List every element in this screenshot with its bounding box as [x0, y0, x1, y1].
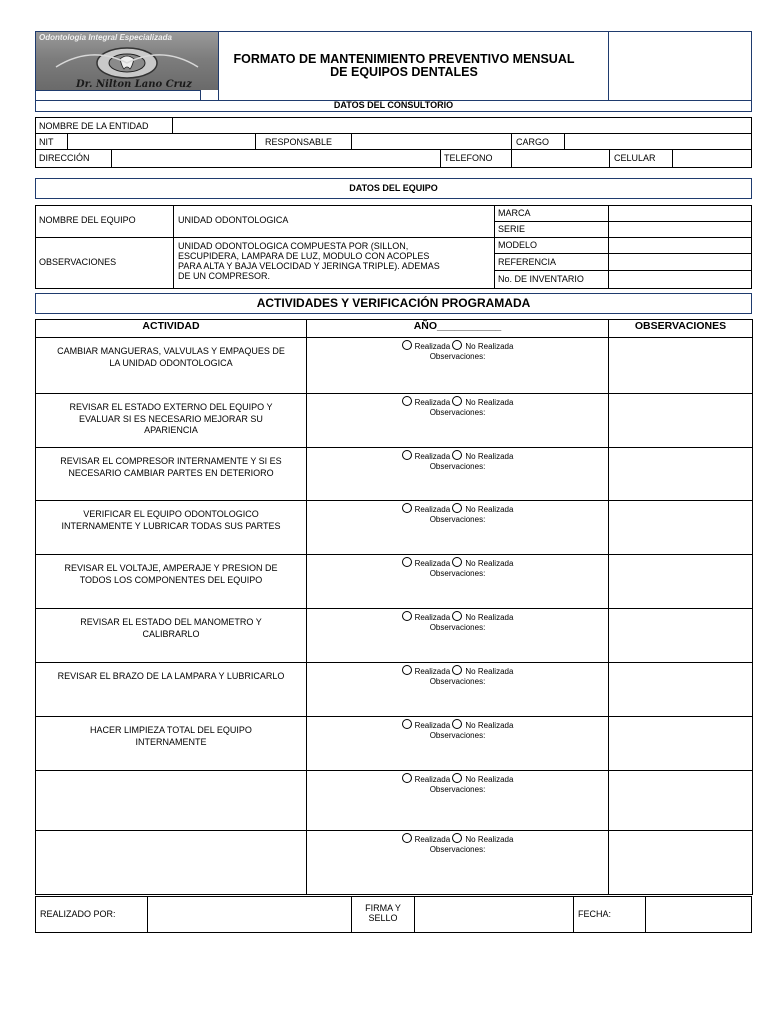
observaciones-sublabel: Observaciones:	[429, 623, 486, 632]
activity-description	[36, 501, 306, 532]
referencia-label: REFERENCIA	[498, 257, 557, 267]
col-anio-header: AÑO___________	[307, 320, 609, 338]
form-title-line1: FORMATO DE MANTENIMIENTO PREVENTIVO MENSUAL	[233, 52, 575, 66]
radio-circle-icon[interactable]	[452, 557, 462, 567]
direccion-label: DIRECCIÓN	[39, 153, 90, 163]
realizada-option[interactable]: Realizada	[402, 452, 451, 461]
realizada-option[interactable]: Realizada	[402, 721, 451, 730]
observation-field[interactable]	[609, 448, 753, 501]
activity-cell	[36, 831, 307, 895]
realizada-option[interactable]: Realizada	[402, 559, 451, 568]
serie-label: SERIE	[498, 224, 526, 234]
activity-description	[36, 394, 306, 437]
activity-text-line: REVISAR EL COMPRESOR INTERNAMENTE Y SI ES	[60, 456, 282, 466]
radio-circle-icon[interactable]	[402, 396, 412, 406]
observation-field[interactable]	[609, 663, 753, 717]
status-cell	[307, 555, 609, 609]
nit-field[interactable]	[68, 134, 254, 149]
activity-cell	[36, 771, 307, 831]
realizada-option[interactable]: Realizada	[402, 835, 451, 844]
status-cell	[307, 448, 609, 501]
radio-circle-icon[interactable]	[402, 773, 412, 783]
nit-label: NIT	[39, 137, 54, 147]
observaciones-sublabel: Observaciones:	[429, 731, 486, 740]
cargo-label: CARGO	[516, 137, 550, 147]
status-cell	[307, 394, 609, 448]
status-cell	[307, 501, 609, 555]
firma-label-line1: FIRMA Y	[365, 903, 401, 913]
observaciones-label: OBSERVACIONES	[39, 257, 117, 267]
activity-text-line: INTERNAMENTE Y LUBRICAR TODAS SUS PARTES	[61, 520, 281, 531]
direccion-field[interactable]	[112, 150, 440, 167]
celular-label: CELULAR	[614, 153, 656, 163]
realizada-option[interactable]: Realizada	[402, 398, 451, 407]
responsable-label: RESPONSABLE	[265, 137, 333, 147]
activity-cell	[36, 555, 307, 609]
nombre-equipo-label: NOMBRE DEL EQUIPO	[39, 215, 136, 225]
activity-cell	[36, 448, 307, 501]
radio-circle-icon[interactable]	[402, 557, 412, 567]
col-observaciones-header: OBSERVACIONES	[609, 320, 753, 338]
no-realizada-option[interactable]: No Realizada	[452, 398, 513, 407]
status-cell	[307, 717, 609, 771]
activity-row	[36, 448, 753, 501]
fecha-field[interactable]	[646, 897, 751, 932]
cargo-field[interactable]	[565, 134, 751, 149]
activity-cell	[36, 717, 307, 771]
equipo-section-title: DATOS DEL EQUIPO	[349, 183, 438, 193]
nombre-entidad-label: NOMBRE DE LA ENTIDAD	[39, 121, 149, 131]
clinic-logo	[36, 32, 218, 90]
activity-text-line: APARIENCIA	[144, 425, 198, 435]
fecha-label: FECHA:	[578, 909, 612, 919]
activity-row	[36, 831, 753, 895]
status-cell	[307, 338, 609, 394]
activity-text-line: VERIFICAR EL EQUIPO ODONTOLOGICO	[83, 509, 259, 519]
radio-circle-icon[interactable]	[452, 340, 462, 350]
observation-field[interactable]	[609, 771, 753, 831]
radio-circle-icon[interactable]	[452, 833, 462, 843]
status-cell	[307, 663, 609, 717]
inventario-field[interactable]	[609, 271, 751, 288]
observaciones-value-line3: PARA ALTA Y BAJA VELOCIDAD Y JERINGA TRIPLE). ADEMAS	[178, 261, 440, 271]
realizada-option[interactable]: Realizada	[402, 613, 451, 622]
activity-row	[36, 771, 753, 831]
observation-field[interactable]	[609, 609, 753, 663]
observaciones-value-line1: UNIDAD ODONTOLOGICA COMPUESTA POR (SILLON,	[178, 241, 409, 251]
radio-circle-icon[interactable]	[452, 719, 462, 729]
firma-label-line2: SELLO	[368, 913, 398, 923]
status-cell	[307, 609, 609, 663]
observaciones-sublabel: Observaciones:	[429, 785, 486, 794]
realizada-option[interactable]: Realizada	[402, 775, 451, 784]
observation-field[interactable]	[609, 338, 753, 394]
activity-description	[36, 338, 306, 369]
modelo-label: MODELO	[498, 240, 538, 250]
observaciones-sublabel: Observaciones:	[429, 845, 486, 854]
no-realizada-option[interactable]: No Realizada	[452, 342, 513, 351]
activity-text-line: CAMBIAR MANGUERAS, VALVULAS Y EMPAQUES DE	[57, 346, 285, 356]
activity-row	[36, 501, 753, 555]
radio-circle-icon[interactable]	[402, 665, 412, 675]
radio-circle-icon[interactable]	[402, 503, 412, 513]
col-actividad-header: ACTIVIDAD	[36, 320, 307, 338]
activity-text-line: REVISAR EL ESTADO DEL MANOMETRO Y	[80, 617, 262, 627]
observaciones-sublabel: Observaciones:	[429, 569, 486, 578]
telefono-label: TELEFONO	[444, 153, 493, 163]
activity-text-line: HACER LIMPIEZA TOTAL DEL EQUIPO	[90, 725, 252, 735]
serie-field[interactable]	[609, 222, 751, 237]
observation-field[interactable]	[609, 555, 753, 609]
no-realizada-option[interactable]: No Realizada	[452, 452, 513, 461]
activity-row	[36, 717, 753, 771]
radio-circle-icon[interactable]	[452, 503, 462, 513]
radio-circle-icon[interactable]	[402, 719, 412, 729]
activity-text-line: NECESARIO CAMBIAR PARTES EN DETERIORO	[68, 467, 274, 478]
no-realizada-option[interactable]: No Realizada	[452, 775, 513, 784]
activity-row	[36, 663, 753, 717]
referencia-field[interactable]	[609, 254, 751, 270]
form-title-line2: DE EQUIPOS DENTALES	[330, 65, 478, 79]
radio-circle-icon[interactable]	[452, 396, 462, 406]
activity-text-line: INTERNAMENTE	[135, 736, 207, 747]
activity-cell	[36, 501, 307, 555]
modelo-field[interactable]	[609, 238, 751, 253]
activity-row	[36, 394, 753, 448]
activity-cell	[36, 609, 307, 663]
status-cell	[307, 771, 609, 831]
activity-text-line: CALIBRARLO	[142, 628, 200, 639]
actividades-section-title: ACTIVIDADES Y VERIFICACIÓN PROGRAMADA	[256, 296, 531, 310]
observation-field[interactable]	[609, 394, 753, 448]
activity-text-line: LA UNIDAD ODONTOLOGICA	[109, 357, 233, 368]
radio-circle-icon[interactable]	[402, 611, 412, 621]
radio-circle-icon[interactable]	[452, 450, 462, 460]
radio-circle-icon[interactable]	[402, 450, 412, 460]
observaciones-sublabel: Observaciones:	[429, 515, 486, 524]
radio-circle-icon[interactable]	[452, 773, 462, 783]
observation-field[interactable]	[609, 717, 753, 771]
activity-description	[36, 609, 306, 640]
activity-text-line: TODOS LOS COMPONENTES DEL EQUIPO	[79, 574, 263, 585]
activity-description	[36, 771, 306, 779]
activity-cell	[36, 394, 307, 448]
nombre-entidad-field[interactable]	[173, 118, 751, 133]
activity-description	[36, 663, 306, 683]
no-realizada-option[interactable]: No Realizada	[452, 505, 513, 514]
realizado-por-field[interactable]	[148, 897, 351, 932]
no-realizada-option[interactable]: No Realizada	[452, 559, 513, 568]
responsable-field[interactable]	[352, 134, 510, 149]
realizada-option[interactable]: Realizada	[402, 667, 451, 676]
observation-field[interactable]	[609, 501, 753, 555]
observaciones-sublabel: Observaciones:	[429, 462, 486, 471]
activity-description	[36, 555, 306, 586]
marca-label: MARCA	[498, 208, 531, 218]
realizada-option[interactable]: Realizada	[402, 505, 451, 514]
activity-description	[36, 831, 306, 839]
realizado-por-label: REALIZADO POR:	[40, 909, 116, 919]
observaciones-sublabel: Observaciones:	[429, 352, 486, 361]
firma-field[interactable]	[415, 897, 573, 932]
no-realizada-option[interactable]: No Realizada	[452, 613, 513, 622]
radio-circle-icon[interactable]	[402, 340, 412, 350]
radio-circle-icon[interactable]	[452, 611, 462, 621]
activity-text-line: REVISAR EL ESTADO EXTERNO DEL EQUIPO Y	[69, 402, 273, 412]
status-cell	[307, 831, 609, 895]
activity-row	[36, 338, 753, 394]
no-realizada-option[interactable]: No Realizada	[452, 721, 513, 730]
activities-table	[35, 319, 753, 895]
activity-cell	[36, 663, 307, 717]
activity-description	[36, 717, 306, 748]
inventario-label: No. DE INVENTARIO	[498, 274, 584, 284]
telefono-field[interactable]	[512, 150, 609, 167]
consultorio-section-title: DATOS DEL CONSULTORIO	[333, 100, 454, 110]
radio-circle-icon[interactable]	[452, 665, 462, 675]
logo-doctor-name: Dr. Nilton Lano Cruz	[76, 79, 192, 90]
activity-text-line: EVALUAR SI ES NECESARIO MEJORAR SU	[79, 413, 263, 424]
activity-row	[36, 609, 753, 663]
activity-text-line: REVISAR EL VOLTAJE, AMPERAJE Y PRESION DE	[64, 563, 278, 573]
activity-row	[36, 555, 753, 609]
nombre-equipo-value: UNIDAD ODONTOLOGICA	[178, 215, 289, 225]
activity-description	[36, 448, 306, 479]
activity-text-line: REVISAR EL BRAZO DE LA LAMPARA Y LUBRICARLO	[57, 671, 285, 681]
realizada-option[interactable]: Realizada	[402, 342, 451, 351]
marca-field[interactable]	[609, 206, 751, 221]
logo-title: Odontologia Integral Especializada	[39, 33, 172, 42]
no-realizada-option[interactable]: No Realizada	[452, 667, 513, 676]
no-realizada-option[interactable]: No Realizada	[452, 835, 513, 844]
celular-field[interactable]	[673, 150, 751, 167]
radio-circle-icon[interactable]	[402, 833, 412, 843]
observaciones-sublabel: Observaciones:	[429, 677, 486, 686]
observaciones-value-line4: DE UN COMPRESOR.	[178, 271, 271, 281]
observaciones-sublabel: Observaciones:	[429, 408, 486, 417]
activity-cell	[36, 338, 307, 394]
observation-field[interactable]	[609, 831, 753, 895]
observaciones-value-line2: ESCUPIDERA, LAMPARA DE LUZ, MODULO CON ACOPLES	[178, 251, 430, 261]
